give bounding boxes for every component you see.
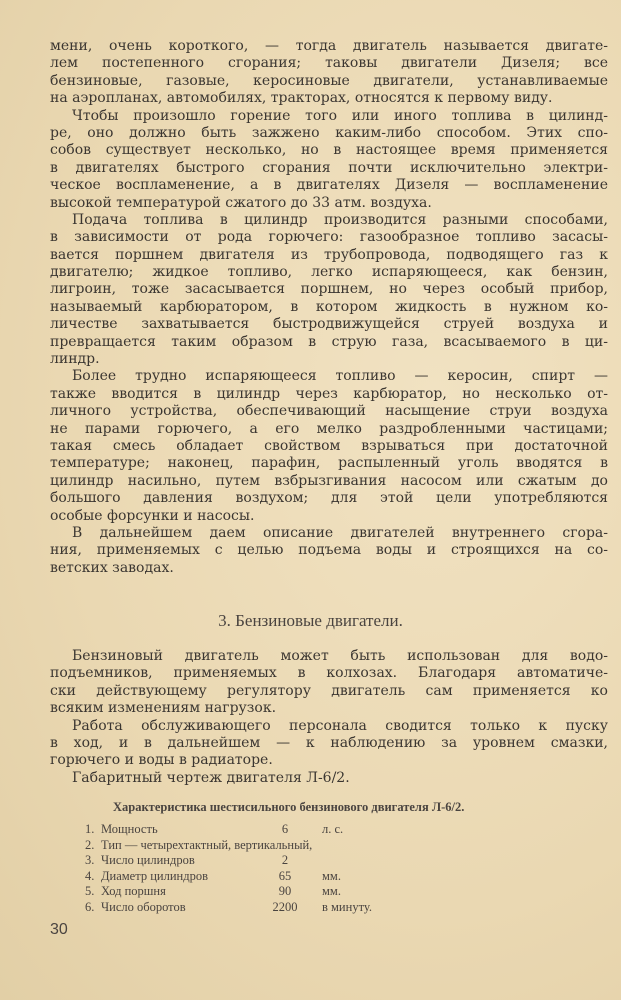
spec-value: 90 bbox=[278, 884, 292, 899]
section-heading: 3. Бензиновые двигатели. bbox=[218, 611, 403, 630]
text-line: двигателю; жидкое топливо, легко испаряющееся, как бензин, bbox=[50, 264, 608, 281]
spec-value: 6 bbox=[281, 822, 289, 836]
paragraph bbox=[50, 368, 608, 525]
spec-num: 4. bbox=[85, 868, 95, 883]
text-line: в ход, и в дальнейшем — к наблюдению за уровнем смазки, bbox=[50, 734, 608, 751]
text-line: ческое воспламенение, а в двигателях Дизеля — воспламенение bbox=[50, 177, 608, 194]
spec-row bbox=[85, 900, 485, 916]
spec-row bbox=[85, 869, 485, 885]
spec-num: 3. bbox=[85, 853, 95, 868]
spec-num: 2. bbox=[85, 837, 95, 852]
spec-num: 5. bbox=[85, 884, 95, 899]
spec-row bbox=[85, 838, 485, 854]
page-number: 30 bbox=[50, 921, 68, 938]
spec-row bbox=[85, 853, 485, 869]
text-line: не парами горючего, а его мелко раздробленными частицами; bbox=[50, 420, 608, 437]
text-line: особые форсунки и насосы. bbox=[50, 507, 255, 524]
spec-label: Число оборотов bbox=[101, 899, 186, 914]
text-line: ски действующему регулятору двигатель сам применяется ко bbox=[50, 682, 608, 699]
spec-unit: мм. bbox=[322, 884, 341, 899]
text-line: Чтобы произошло горение того или иного топлива в цилинд- bbox=[72, 107, 608, 124]
spec-label: Тип — четырехтактный, вертикальный, bbox=[101, 837, 313, 852]
text-line: Более трудно испаряющееся топливо — керосин, спирт — bbox=[72, 368, 608, 385]
spec-row bbox=[85, 822, 485, 838]
spec-row bbox=[85, 884, 485, 900]
text-line: Работа обслуживающего персонала сводится только к пуску bbox=[72, 717, 608, 734]
text-line: горючего и воды в радиаторе. bbox=[50, 752, 273, 769]
text-line: также вводится в цилиндр через карбюратор, но несколько от- bbox=[50, 385, 608, 402]
text-line: подъемников, применяемых в колхозах. Благодаря автоматиче- bbox=[50, 665, 608, 682]
spec-unit: л. с. bbox=[322, 822, 344, 836]
spec-label: Число цилиндров bbox=[101, 853, 195, 868]
text-line: личного устройства, обеспечивающий насыщение струи воздуха bbox=[50, 403, 608, 420]
text-line: в двигателях быстрого сгорания почти исключительно электри- bbox=[50, 159, 608, 176]
spec-label: Диаметр цилиндров bbox=[101, 868, 208, 883]
spec-unit: в минуту. bbox=[322, 899, 372, 914]
spec-label: Мощность bbox=[101, 822, 158, 836]
text-line: Бензиновый двигатель может быть использован для водо- bbox=[72, 648, 608, 664]
paragraph bbox=[50, 718, 608, 770]
text-line: в зависимости от рода горючего: газообразное топливо засасы- bbox=[50, 229, 608, 246]
spec-value: 2200 bbox=[272, 899, 298, 914]
text-line: бензиновые, газовые, керосиновые двигатели, устанавливаемые bbox=[50, 72, 608, 89]
text-line: высокой температурой сжатого до 33 атм. воздуха. bbox=[50, 194, 432, 211]
paragraph bbox=[50, 525, 608, 577]
spec-label: Ход поршня bbox=[101, 884, 166, 899]
paragraph bbox=[50, 108, 608, 212]
text-line: температуре; наконец, парафин, распыленный уголь вводятся в bbox=[50, 455, 608, 472]
text-line: такая смесь обладает свойством взрываться при достаточной bbox=[50, 437, 608, 454]
text-line: называемый карбюратором, в котором жидкость в нужном ко- bbox=[50, 298, 608, 315]
section-text bbox=[50, 648, 608, 787]
spec-table bbox=[85, 822, 485, 916]
text-line: собов существует несколько, но в настоящее время применяется bbox=[50, 142, 608, 159]
text-line: линдр. bbox=[50, 351, 100, 368]
text-line: ветских заводах. bbox=[50, 559, 174, 576]
spec-table-title: Характеристика шестисильного бензинового двигателя Л-6/2. bbox=[113, 800, 465, 814]
text-line: превращается таким образом в струю газа, всасываемого в ци- bbox=[50, 333, 608, 350]
spec-unit: мм. bbox=[322, 868, 341, 883]
text-line: цилиндр насильно, путем взбрызгивания насосом или сжатым до bbox=[50, 472, 608, 489]
spec-num: 6. bbox=[85, 899, 95, 914]
text-line: мени, очень короткого, — тогда двигатель называется двигате- bbox=[50, 38, 608, 54]
text-line: ния, применяемых с целью подъема воды и строящихся на со- bbox=[50, 542, 608, 559]
text-line: вается поршнем двигателя из трубопровода, подводящего газ к bbox=[50, 246, 608, 263]
text-line: большого давления воздухом; для этой цели употребляются bbox=[50, 490, 608, 507]
body-text bbox=[50, 38, 608, 577]
paragraph bbox=[50, 648, 608, 718]
paragraph bbox=[50, 38, 608, 108]
text-line: Габаритный чертеж двигателя Л-6/2. bbox=[72, 769, 350, 786]
text-line: Подача топлива в цилиндр производится разными способами, bbox=[72, 211, 608, 228]
spec-num: 1. bbox=[85, 822, 95, 836]
text-line: лигроин, тоже засасывается поршнем, но через особый прибор, bbox=[50, 281, 608, 298]
text-line: лем постепенного сгорания; таковы двигатели Дизеля; все bbox=[50, 55, 608, 72]
text-line: на аэропланах, автомобилях, тракторах, относятся к первому виду. bbox=[50, 90, 553, 107]
text-line: личестве захватывается быстродвижущейся струей воздуха и bbox=[50, 316, 608, 333]
text-line: ре, оно должно быть зажжено каким-либо способом. Этих спо- bbox=[50, 124, 608, 141]
paragraph bbox=[50, 770, 608, 787]
paragraph bbox=[50, 212, 608, 369]
text-line: В дальнейшем даем описание двигателей внутреннего сгора- bbox=[72, 524, 608, 541]
text-line: всяким изменениям нагрузок. bbox=[50, 700, 277, 717]
spec-value: 65 bbox=[278, 868, 292, 883]
spec-value: 2 bbox=[281, 853, 289, 868]
